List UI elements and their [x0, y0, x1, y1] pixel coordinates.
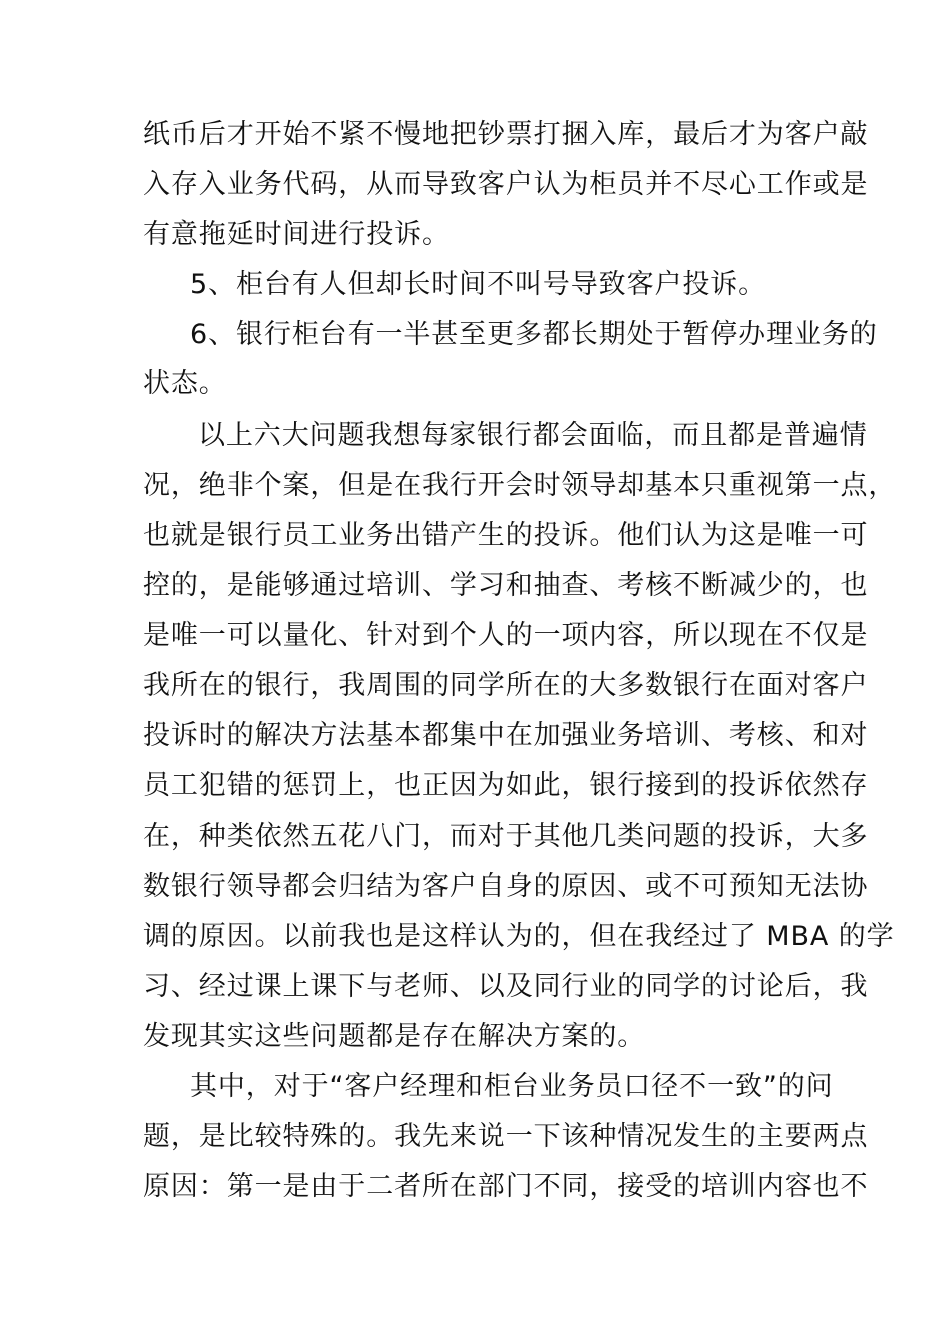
text-line-7: 以上六大问题我想每家银行都会面临，而且都是普遍情	[198, 420, 868, 451]
text-line-4: 5、柜台有人但却长时间不叫号导致客户投诉。	[190, 269, 767, 300]
text-line-6: 状态。	[143, 368, 227, 399]
text-line-13: 投诉时的解决方法基本都集中在加强业务培训、考核、和对	[143, 720, 869, 751]
text-line-12: 我所在的银行，我周围的同学所在的大多数银行在面对客户	[143, 670, 869, 701]
text-line-15: 在，种类依然五花八门，而对于其他几类问题的投诉，大多	[143, 821, 869, 852]
text-line-19: 发现其实这些问题都是存在解决方案的。	[143, 1021, 646, 1052]
text-line-14: 员工犯错的惩罚上，也正因为如此，银行接到的投诉依然存	[143, 770, 869, 801]
text-line-21: 题，是比较特殊的。我先来说一下该种情况发生的主要两点	[143, 1121, 869, 1152]
text-line-9: 也就是银行员工业务出错产生的投诉。他们认为这是唯一可	[143, 520, 869, 551]
text-line-16: 数银行领导都会归结为客户自身的原因、或不可预知无法协	[143, 871, 869, 902]
text-line-8: 况，绝非个案，但是在我行开会时领导却基本只重视第一点，	[143, 470, 897, 501]
text-line-11: 是唯一可以量化、针对到个人的一项内容，所以现在不仅是	[143, 620, 869, 651]
text-line-5: 6、银行柜台有一半甚至更多都长期处于暂停办理业务的	[190, 319, 878, 350]
text-line-1: 纸币后才开始不紧不慢地把钞票打捆入库，最后才为客户敲	[143, 119, 869, 150]
text-line-18: 习、经过课上课下与老师、以及同行业的同学的讨论后，我	[143, 971, 869, 1002]
text-line-3: 有意拖延时间进行投诉。	[143, 219, 450, 250]
text-line-22: 原因：第一是由于二者所在部门不同，接受的培训内容也不	[143, 1171, 869, 1202]
text-line-17: 调的原因。以前我也是这样认为的，但在我经过了 MBA 的学	[143, 921, 895, 952]
text-line-10: 控的，是能够通过培训、学习和抽查、考核不断减少的，也	[143, 570, 869, 601]
text-line-20: 其中，对于“客户经理和柜台业务员口径不一致”的问	[190, 1071, 834, 1102]
text-line-2: 入存入业务代码，从而导致客户认为柜员并不尽心工作或是	[143, 169, 869, 200]
